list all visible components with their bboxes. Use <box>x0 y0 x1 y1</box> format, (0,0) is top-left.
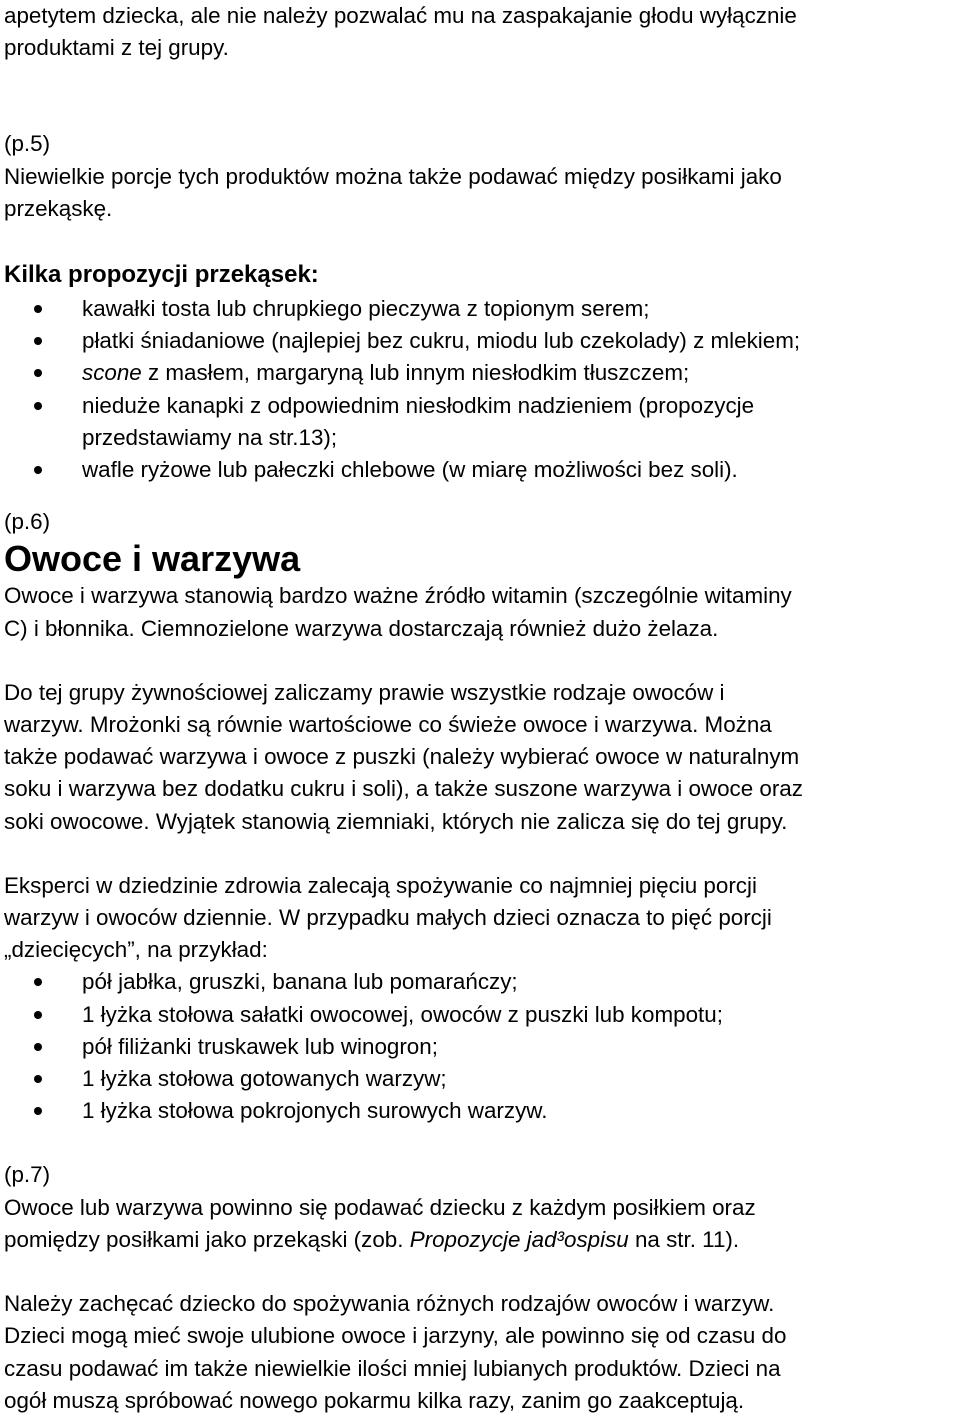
list-item-text: 1 łyżka stołowa pokrojonych surowych warzyw. <box>82 1098 548 1124</box>
section-title: Owoce i warzywa <box>4 538 301 580</box>
text-line: Do tej grupy żywnościowej zaliczamy prawie wszystkie rodzaje owoców i <box>4 679 725 705</box>
text-line: produktami z tej grupy. <box>4 35 229 61</box>
section-marker: (p.7) <box>4 1162 51 1188</box>
text-line: Eksperci w dziedzinie zdrowia zalecają spożywanie co najmniej pięciu porcji <box>4 872 757 898</box>
list-item-text: kawałki tosta lub chrupkiego pieczywa z topionym serem; <box>82 296 650 322</box>
section-marker: (p.5) <box>4 131 51 157</box>
spacer <box>4 225 956 257</box>
text-span: na str. 11). <box>628 1226 740 1252</box>
list-item-text: 1 łyżka stołowa gotowanych warzyw; <box>82 1066 447 1092</box>
section-marker: (p.6) <box>4 509 51 535</box>
list-item <box>4 357 956 389</box>
text-line: warzyw i owoców dziennie. W przypadku małych dzieci oznacza to pięć porcji <box>4 905 772 931</box>
bullet-icon <box>34 402 42 410</box>
paragraph <box>4 580 956 644</box>
list-item <box>4 1031 956 1063</box>
spacer <box>4 1256 956 1288</box>
text-line: Owoce i warzywa stanowią bardzo ważne źródło witamin (szczególnie witaminy <box>4 583 792 609</box>
paragraph <box>4 677 956 838</box>
list-item-text: pół filiżanki truskawek lub winogron; <box>82 1033 438 1059</box>
text-line <box>4 1224 956 1256</box>
list-item <box>4 325 956 357</box>
list-item-text: pół jabłka, gruszki, banana lub pomarańczy; <box>82 969 518 995</box>
list-item <box>4 966 956 998</box>
text-line: przekąskę. <box>4 195 113 221</box>
list-item <box>4 390 956 454</box>
bullet-icon <box>34 978 42 986</box>
text-line: soki owocowe. Wyjątek stanowią ziemniaki, których nie zalicza się do tej grupy. <box>4 808 788 834</box>
portions-list <box>4 966 956 1127</box>
list-item-text: wafle ryżowe lub pałeczki chlebowe (w miarę możliwości bez soli). <box>82 457 738 483</box>
paragraph <box>4 1288 956 1417</box>
text-line: ogół muszą spróbować nowego pokarmu kilka razy, zanim go zaakceptują. <box>4 1387 745 1413</box>
text-line: czasu podawać im także niewielkie ilości mniej lubianych produktów. Dzieci na <box>4 1355 781 1381</box>
list-item <box>4 454 956 486</box>
text-line: Należy zachęcać dziecko do spożywania różnych rodzajów owoców i warzyw. <box>4 1291 775 1317</box>
list-item <box>4 1095 956 1127</box>
spacer <box>4 838 956 870</box>
text-line: także podawać warzywa i owoce z puszki (należy wybierać owoce w naturalnym <box>4 744 800 770</box>
paragraph <box>4 870 956 967</box>
bullet-icon <box>34 337 42 345</box>
text-line: C) i błonnika. Ciemnozielone warzywa dostarczają również dużo żelaza. <box>4 615 719 641</box>
bullet-icon <box>34 1107 42 1115</box>
list-item-text: nieduże kanapki z odpowiednim niesłodkim nadzieniem (propozycje <box>82 392 755 418</box>
snacks-list <box>4 293 956 486</box>
list-item-text: płatki śniadaniowe (najlepiej bez cukru, miodu lub czekolady) z mlekiem; <box>82 328 801 354</box>
section-p6 <box>4 506 956 1127</box>
text-line: Niewielkie porcje tych produktów można także podawać między posiłkami jako <box>4 163 782 189</box>
list-item <box>4 293 956 325</box>
list-item-text: z masłem, margaryną lub innym niesłodkim tłuszczem; <box>141 360 690 386</box>
text-line: apetytem dziecka, ale nie należy pozwalać mu na zaspakajanie głodu wyłącznie <box>4 3 797 28</box>
intro-paragraph <box>4 0 956 64</box>
list-item-text: 1 łyżka stołowa sałatki owocowej, owoców z puszki lub kompotu; <box>82 1001 723 1027</box>
text-line: Owoce lub warzywa powinno się podawać dziecku z każdym posiłkiem oraz <box>4 1194 756 1220</box>
list-item <box>4 1063 956 1095</box>
text-line: soku i warzywa bez dodatku cukru i soli), a także suszone warzywa i owoce oraz <box>4 776 803 802</box>
spacer <box>4 1127 956 1159</box>
text-line: „dziecięcych”, na przykład: <box>4 937 268 963</box>
text-line: warzyw. Mrożonki są równie wartościowe co świeże owoce i warzywa. Można <box>4 712 772 738</box>
spacer <box>4 486 956 506</box>
bullet-icon <box>34 466 42 474</box>
text-line: Dzieci mogą mieć swoje ulubione owoce i jarzyny, ale powinno się od czasu do <box>4 1323 787 1349</box>
snacks-heading: Kilka propozycji przekąsek: <box>4 261 319 289</box>
text-span: pomiędzy posiłkami jako przekąski (zob. <box>4 1226 410 1252</box>
bullet-icon <box>34 1043 42 1051</box>
list-item <box>4 999 956 1031</box>
italic-reference: Propozycje jad³ospisu <box>409 1226 629 1252</box>
spacer <box>4 645 956 677</box>
section-p5 <box>4 128 956 225</box>
italic-term: scone <box>82 360 142 386</box>
bullet-icon <box>34 305 42 313</box>
snacks-section <box>4 257 956 486</box>
bullet-icon <box>34 1075 42 1083</box>
paragraph <box>4 1192 956 1256</box>
bullet-icon <box>34 369 42 377</box>
section-p7 <box>4 1159 956 1416</box>
list-item-text: przedstawiamy na str.13); <box>82 424 338 450</box>
spacer <box>4 64 956 128</box>
bullet-icon <box>34 1011 42 1019</box>
